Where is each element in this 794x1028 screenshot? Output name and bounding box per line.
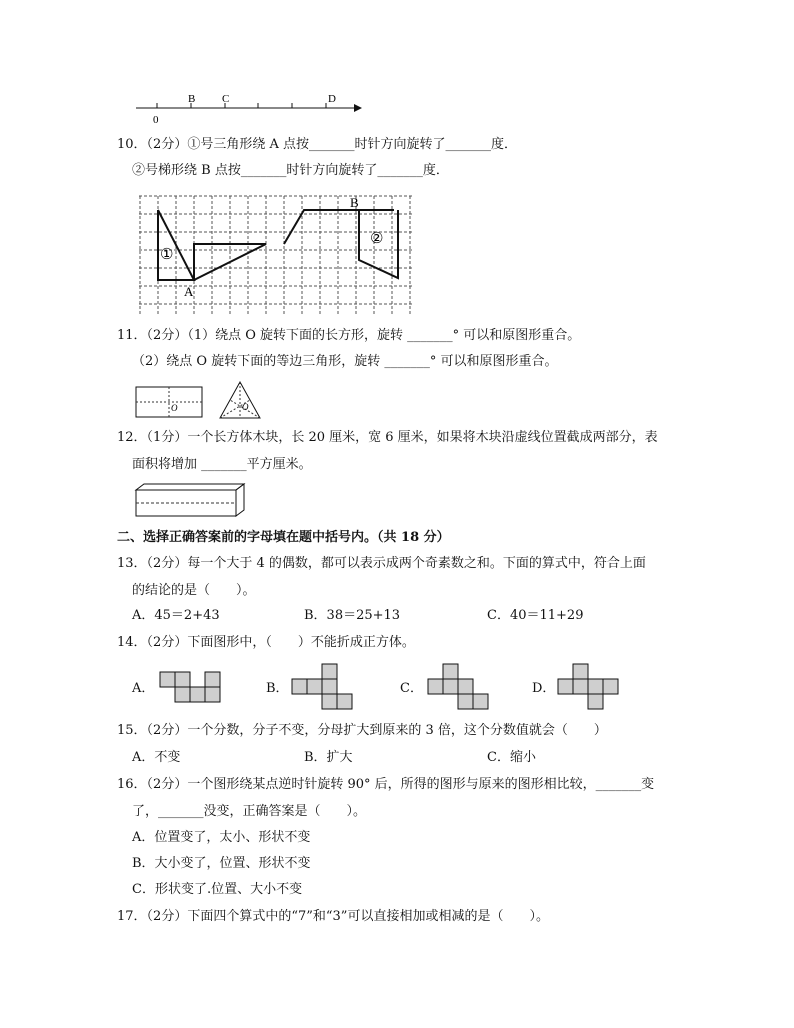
q14-net-c [426, 662, 492, 712]
q15-option-b: B．扩大 [304, 750, 353, 765]
q15-option-a: A．不变 [132, 750, 181, 765]
q11-line1: 11．（2分）（1）绕点 O 旋转下面的长方形，旋转 _______° 可以和原图形重合。 [117, 328, 581, 343]
q14-net-b [290, 662, 356, 712]
q10-line1: 10．（2分）①号三角形绕 A 点按_______时针方向旋转了_______度． [117, 137, 517, 152]
label-a: A [184, 284, 194, 299]
q14-option-c: C． [400, 681, 423, 696]
q11-line2: （2）绕点 O 旋转下面的等边三角形，旋转 _______° 可以和原图形重合。 [132, 354, 558, 369]
q16-option-c: C．形状变了.位置、大小不变 [132, 882, 303, 897]
q14-option-b: B． [266, 681, 289, 696]
q14-option-d: D． [532, 681, 556, 696]
q14-net-a [158, 670, 222, 708]
q17-line1: 17．（2分）下面四个算式中的“7”和“3”可以直接相加或相减的是（ ）。 [117, 909, 549, 924]
q16-line1: 16．（2分）一个图形绕某点逆时针旋转 90° 后，所得的图形与原来的图形相比较，_______变 [117, 777, 655, 792]
q13-option-b: B．38＝25+13 [304, 608, 401, 623]
number-line-label-c: C [222, 93, 230, 105]
number-line-label-b: B [188, 93, 196, 105]
triangle-center-label: O [242, 402, 249, 412]
q16-option-b: B．大小变了，位置、形状不变 [132, 856, 311, 871]
number-line [132, 90, 368, 126]
mark-one: ① [160, 247, 174, 263]
q14-line1: 14．（2分）下面图形中，（ ）不能折成正方体。 [117, 635, 415, 650]
q10-rotation-grid [134, 190, 424, 320]
rectangle-center-label: O [171, 403, 178, 413]
mark-two: ② [370, 231, 384, 247]
number-line-zero: 0 [153, 114, 159, 126]
q12-line2: 面积将增加 _______平方厘米。 [132, 457, 312, 472]
q15-option-c: C．缩小 [487, 750, 536, 765]
triangle-one-original [158, 210, 194, 280]
label-b: B [350, 195, 359, 210]
q13-line2: 的结论的是（ ）。 [132, 583, 256, 598]
q11-shapes [134, 380, 282, 422]
q13-option-a: A．45＝2+43 [132, 608, 220, 623]
triangle-one-rotated [194, 244, 266, 280]
number-line-label-d: D [328, 93, 336, 105]
section-two-heading: 二、选择正确答案前的字母填在题中括号内。（共 18 分） [117, 530, 450, 545]
q14-net-d [556, 662, 622, 712]
q16-line2: 了，_______没变，正确答案是（ ）。 [132, 804, 367, 819]
q13-line1: 13．（2分）每一个大于 4 的偶数，都可以表示成两个奇素数之和。下面的算式中，符合上面 [117, 556, 646, 571]
q14-option-a: A． [132, 681, 155, 696]
q12-cuboid [134, 480, 250, 520]
q16-option-a: A．位置变了，太小、形状不变 [132, 830, 311, 845]
q13-option-c: C．40＝11+29 [487, 608, 584, 623]
q12-line1: 12．（1分）一个长方体木块，长 20 厘米，宽 6 厘米，如果将木块沿虚线位置截成两部分，表 [117, 430, 658, 445]
q10-line2: ②号梯形绕 B 点按_______时针方向旋转了_______度． [132, 163, 449, 178]
q15-line1: 15．（2分）一个分数，分子不变，分母扩大到原来的 3 倍，这个分数值就会（ ） [117, 723, 607, 738]
